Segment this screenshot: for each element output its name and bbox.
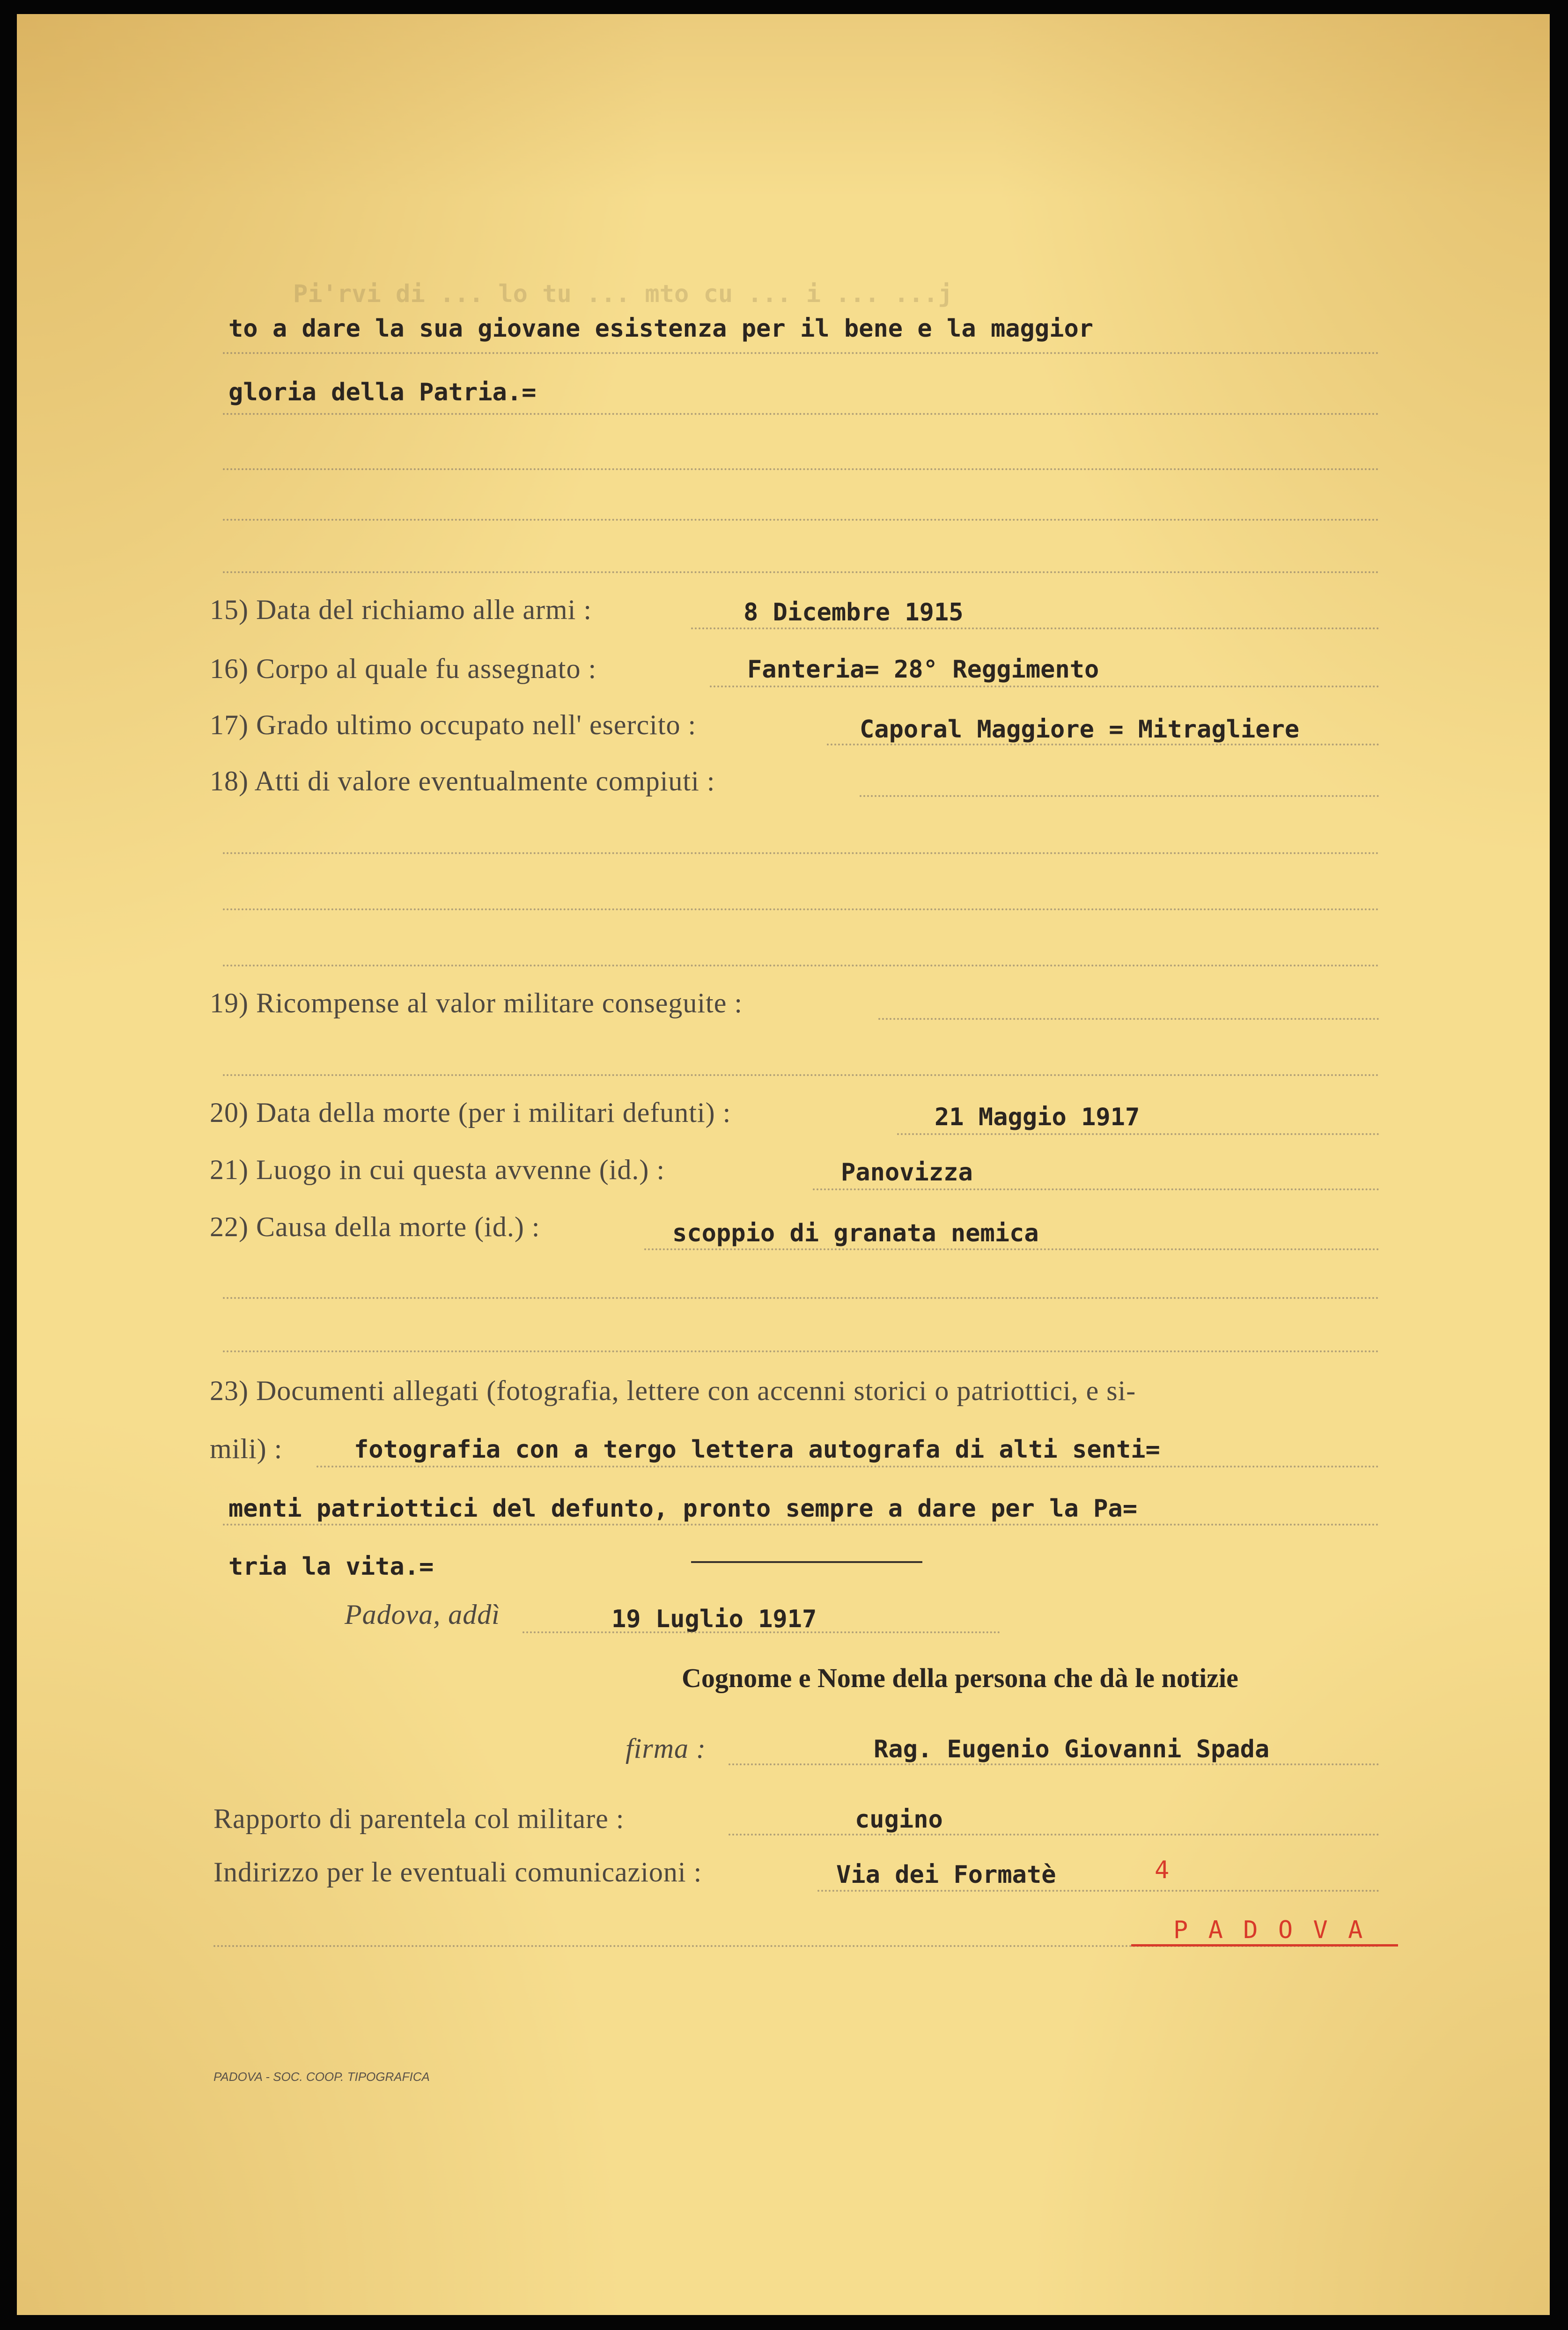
dotted-line (223, 468, 1379, 470)
field-16-label: 16) Corpo al quale fu assegnato : (210, 653, 597, 684)
dotted-line (644, 1248, 1379, 1250)
field-23-value-line-1: fotografia con a tergo lettera autografa di alti senti= (354, 1436, 1160, 1464)
field-17-label: 17) Grado ultimo occupato nell' esercito : (210, 709, 697, 740)
continuation-line-2: gloria della Patria.= (228, 378, 537, 406)
dotted-line (729, 1763, 1379, 1765)
city-underline (1131, 1944, 1398, 1947)
field-22-value: scoppio di granata nemica (672, 1219, 1039, 1247)
field-21-value: Panovizza (841, 1158, 973, 1187)
dotted-line (817, 1890, 1379, 1892)
printer-imprint: PADOVA - SOC. COOP. TIPOGRAFICA (213, 2070, 430, 2084)
field-20-value: 21 Maggio 1917 (935, 1103, 1140, 1131)
dotted-line (223, 1350, 1379, 1352)
dotted-line (729, 1834, 1379, 1836)
dotted-line (223, 1297, 1379, 1299)
field-23-value-line-3: tria la vita.= (228, 1553, 434, 1581)
dotted-line (878, 1018, 1379, 1020)
field-21-label: 21) Luogo in cui questa avvenne (id.) : (210, 1154, 665, 1185)
dotted-line (897, 1133, 1379, 1135)
dotted-line (827, 744, 1379, 745)
continuation-line-1: to a dare la sua giovane esistenza per il bene e la maggior (228, 315, 1094, 343)
field-18-label: 18) Atti di valore eventualmente compiuti : (210, 766, 715, 796)
dotted-line (317, 1466, 1379, 1467)
dotted-line (813, 1188, 1379, 1190)
signature-value: Rag. Eugenio Giovanni Spada (874, 1735, 1270, 1763)
dotted-line (523, 1631, 1000, 1633)
dotted-line (223, 352, 1379, 354)
field-17-value: Caporal Maggiore = Mitragliere (860, 715, 1300, 744)
dotted-line (223, 852, 1379, 854)
show-through-text: Pi'rvi di ... lo tu ... mto cu ... i ... ...j (293, 280, 953, 308)
dotted-line (223, 519, 1379, 521)
form-sheet (17, 14, 1550, 2315)
dotted-line (223, 1074, 1379, 1076)
address-label: Indirizzo per le eventuali comunicazioni : (213, 1857, 702, 1888)
informant-heading: Cognome e Nome della persona che dà le notizie (682, 1663, 1238, 1693)
field-16-value: Fanteria= 28° Reggimento (747, 656, 1099, 684)
field-23-value-line-2: menti patriottici del defunto, pronto sempre a dare per la Pa= (228, 1495, 1138, 1523)
field-22-label: 22) Causa della morte (id.) : (210, 1211, 540, 1242)
dotted-line (223, 965, 1379, 966)
signature-label: firma : (626, 1733, 706, 1764)
dotted-line (710, 686, 1379, 687)
field-15-label: 15) Data del richiamo alle armi : (210, 594, 592, 625)
relation-label: Rapporto di parentela col militare : (213, 1803, 625, 1834)
place-label: Padova, addì (345, 1599, 500, 1630)
field-23-label-cont: mili) : (210, 1433, 283, 1464)
dotted-line (223, 1524, 1379, 1526)
address-value: Via dei Formatè (836, 1861, 1056, 1889)
field-19-label: 19) Ricompense al valor militare conseguite : (210, 988, 743, 1018)
city-stamp: P A D O V A (1173, 1916, 1366, 1944)
field-15-value: 8 Dicembre 1915 (744, 598, 964, 627)
field-23-label: 23) Documenti allegati (fotografia, lettere con accenni storici o patriottici, e si- (210, 1375, 1136, 1406)
dotted-line (860, 795, 1379, 797)
dotted-line (223, 571, 1379, 573)
separator-rule (691, 1561, 922, 1563)
dotted-line (223, 413, 1379, 415)
dotted-line (223, 908, 1379, 910)
address-number: 4 (1155, 1856, 1170, 1884)
field-20-label: 20) Data della morte (per i militari defunti) : (210, 1097, 731, 1128)
date-value: 19 Luglio 1917 (611, 1605, 817, 1633)
dotted-line (691, 627, 1379, 629)
relation-value: cugino (855, 1806, 943, 1834)
